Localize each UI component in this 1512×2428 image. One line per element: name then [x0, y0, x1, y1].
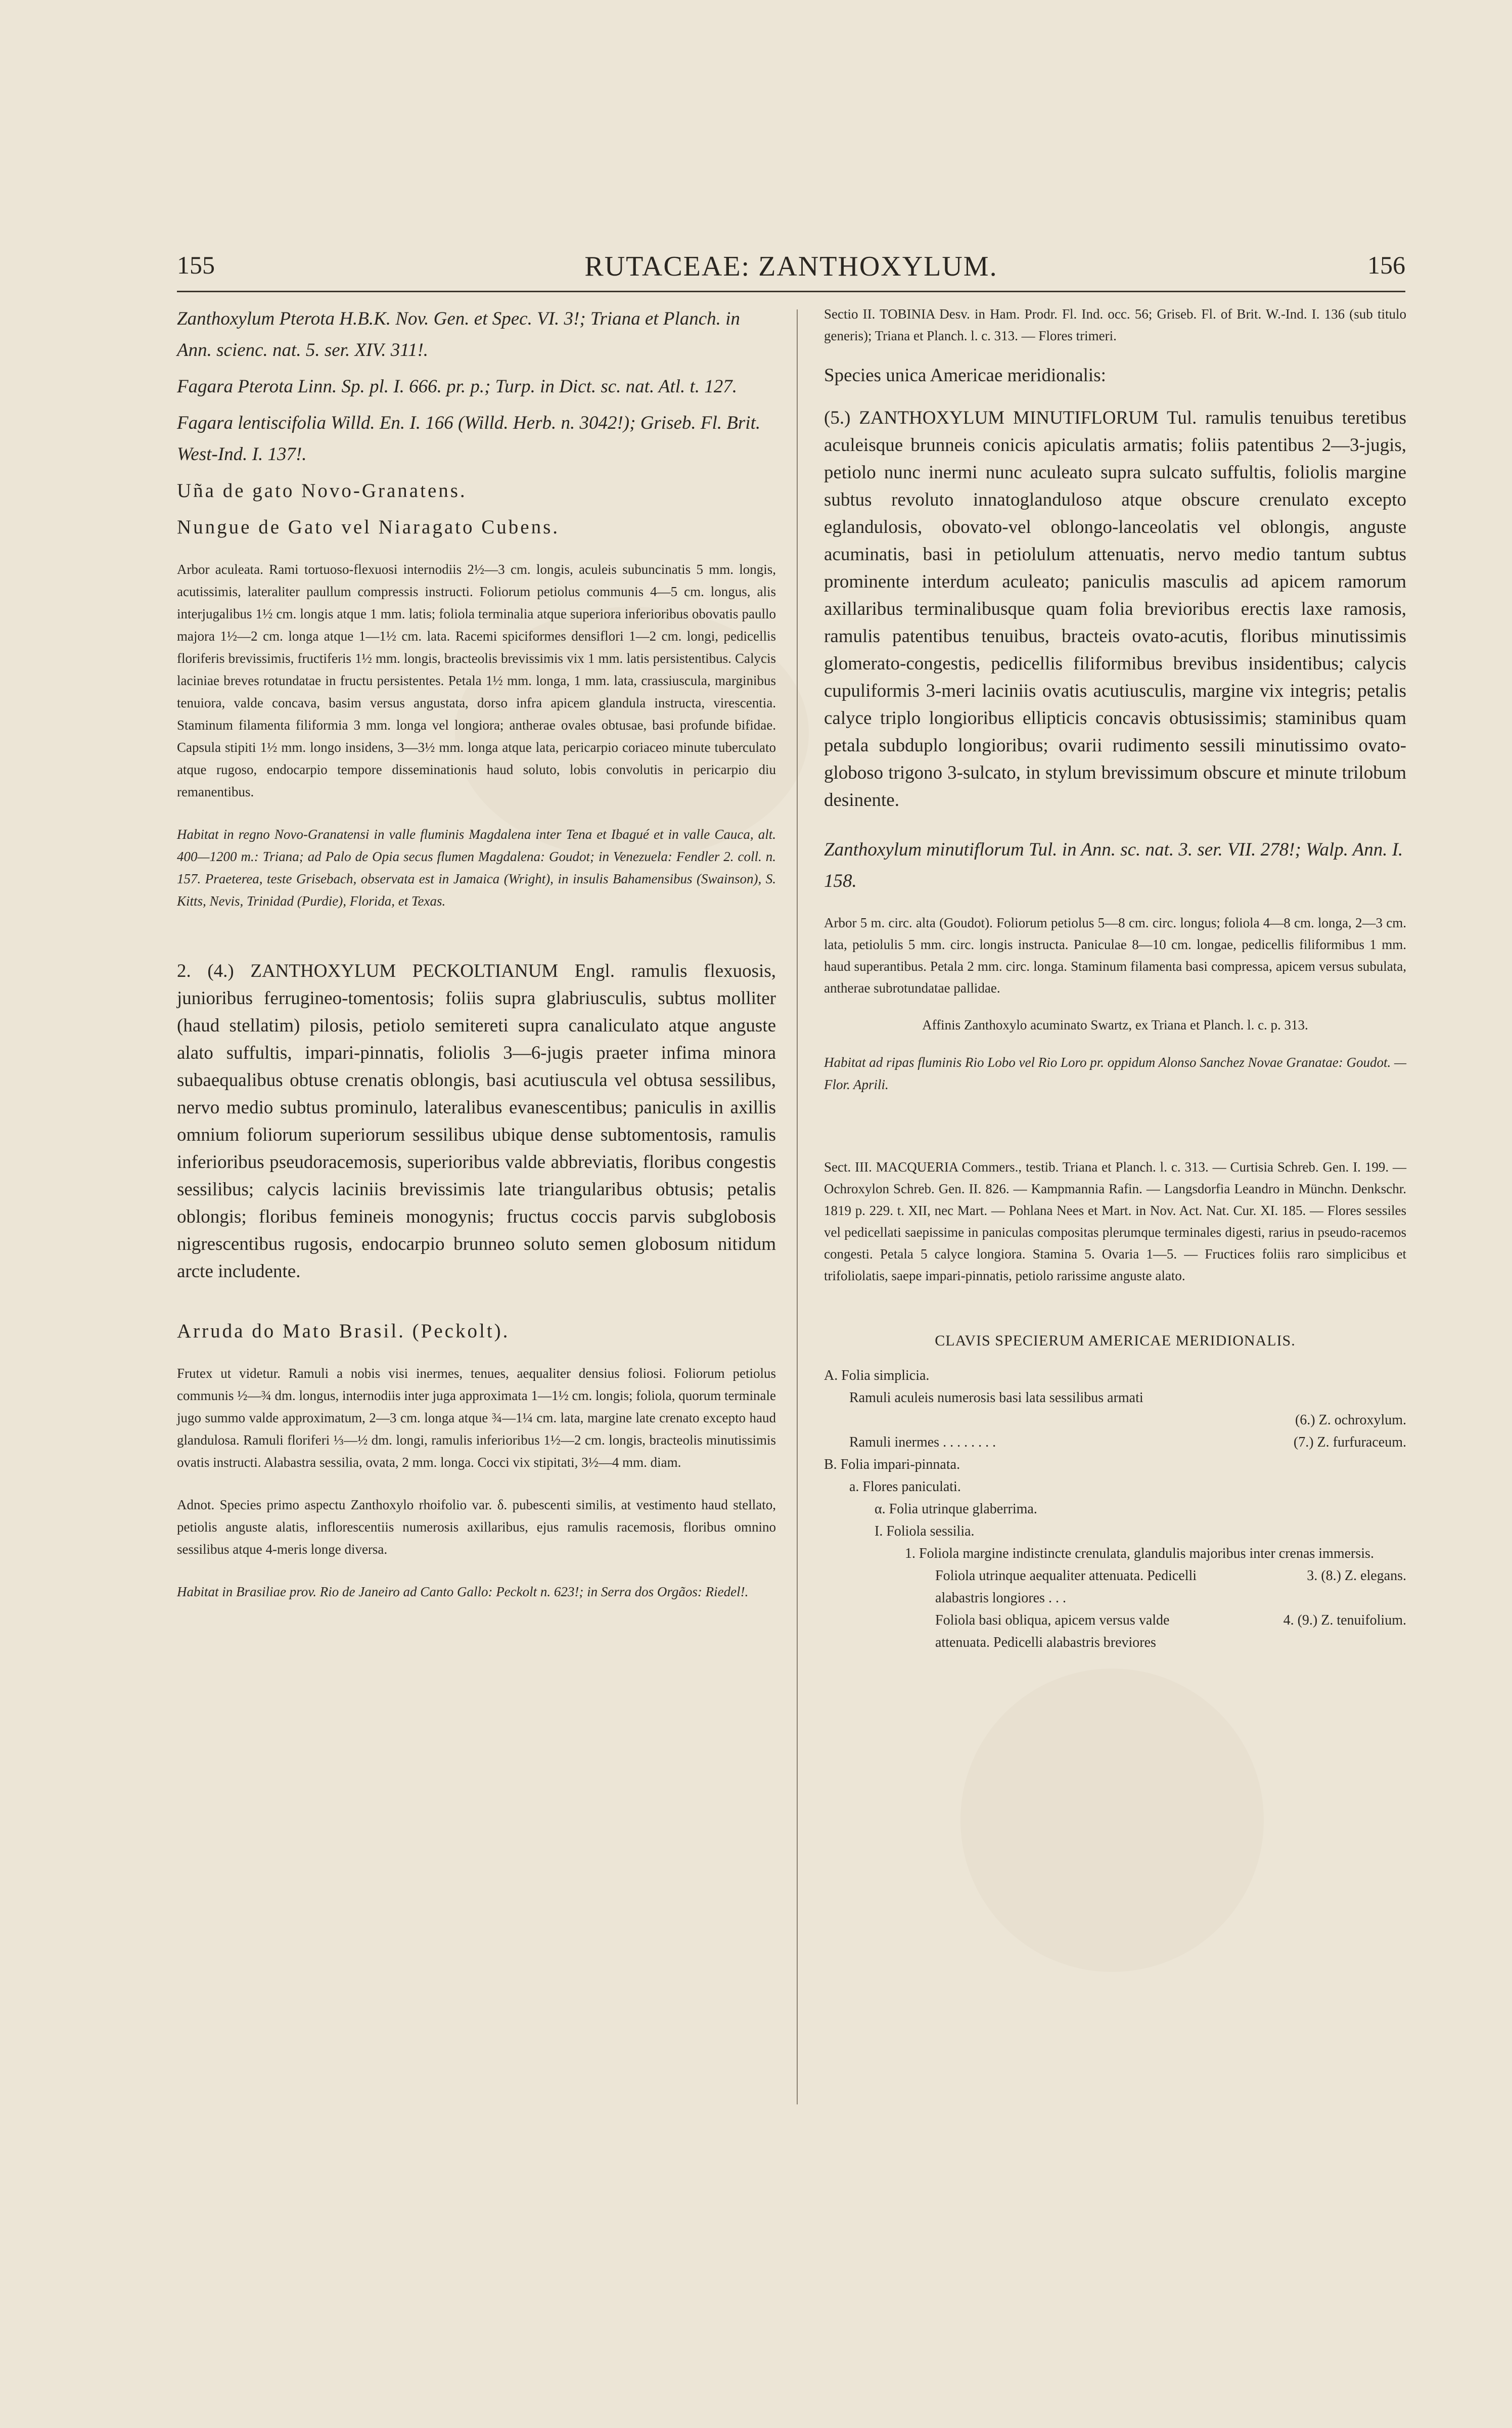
affinity-note: Affinis Zanthoxylo acuminato Swartz, ex Triana et Planch. l. c. p. 313.	[922, 1017, 1308, 1032]
column-divider	[797, 309, 798, 2104]
description: Frutex ut videtur. Ramuli a nobis visi inermes, tenues, aequaliter densius foliosi. Foliorum petiolus communis ½—¾ dm. longus, internodiis inter juga approximata 1—1½ cm. longis; foliola, quorum terminale jugo summo valde approximatum, 2—3 cm. longa atque ¾—1¼ cm. lata, margine late crenato excepto haud glandulosa. Ramuli floriferi ⅓—½ dm. longi, ramulis inferioribus 1½—2 cm. longis, bracteolis minutissimis ovatis instructi. Alabastra sessilia, ovata, 2 mm. longa. Cocci vix stipitati, 3½—4 mm. diam.	[177, 1366, 776, 1470]
key-lead: a. Flores paniculati.	[849, 1479, 961, 1495]
species-diagnosis: 2. (4.) ZANTHOXYLUM PECKOLTIANUM Engl. ramulis flexuosis, junioribus ferrugineo-tomentosis; foliis supra glabriusculis, subtus molliter (haud stellatim) pilosis, petiolo semitereti supra canaliculato atque anguste alato suffultis, impari-pinnatis, foliolis 3—6-jugis praeter infima minora subaequalibus obtuse crenatis oblongis, basi acutiuscula vel obtusa sessilibus, nervo medio subtus prominulo, lateralibus evanescentibus; paniculis in axillis omnium foliorum superiorum sessilibus ubique dense subtomentosis, ramulis inferioribus pseudoracemosis, superioribus valde abbreviatis, floribus congestis sessilibus; calycis laciniis brevissimis late triangularibus obtusis; petalis oblongis; floribus femineis monogynis; fructus coccis parvis subglobosis nigrescentibus rugosis, endocarpio brunneo soluto semen globosum nitidum arcte includente.	[177, 961, 776, 1282]
key-lead: 1. Foliola margine indistincte crenulata, glandulis majoribus inter crenas immersis.	[905, 1546, 1374, 1561]
key-lead: Ramuli aculeis numerosis basi lata sessilibus armati	[849, 1390, 1143, 1406]
habitat: Habitat ad ripas fluminis Rio Lobo vel Rio Loro pr. oppidum Alonso Sanchez Novae Granatae: Goudot. — Flor. Aprili.	[824, 1055, 1406, 1092]
habitat: Habitat in regno Novo-Granatensi in valle fluminis Magdalena inter Tena et Ibagué et in valle Cauca, alt. 400—1200 m.: Triana; ad Palo de Opia secus flumen Magdalena: Goudot; in Venezuela: Fendler 2. coll. n. 157. Praeterea, teste Grisebach, observata est in Jamaica (Wright), in insulis Bahamensibus (Swainson), S. Kitts, Nevis, Trinidad (Purdie), Florida, et Texas.	[177, 827, 776, 909]
header-rule	[177, 291, 1405, 292]
vernacular-name: Nungue de Gato vel Niaragato Cubens.	[177, 516, 560, 538]
left-column	[177, 303, 776, 1603]
key-result: 4. (9.) Z. tenuifolium.	[1283, 1612, 1406, 1628]
page-number-right: 156	[1367, 251, 1405, 279]
synonym: Fagara Pterota Linn. Sp. pl. I. 666. pr. p.; Turp. in Dict. sc. nat. Atl. t. 127.	[177, 376, 737, 397]
description: Arbor aculeata. Rami tortuoso-flexuosi internodiis 2½—3 cm. longis, aculeis subuncinatis 5 mm. longis, acutissimis, lateraliter paullum compressis instructi. Foliorum petiolus communis 4—5 cm. longus, alis interjugalibus 1½ cm. longis atque 1 mm. latis; foliola terminalia atque superiora inferioribus obovatis paullo majora 1½—2 cm. longa atque 1—1½ cm. lata. Racemi spiciformes densiflori 1—2 cm. longi, pedicellis floriferis brevissimis, fructiferis 1½ mm. longis, bracteolis brevissimis vix 1 mm. latis persistentibus. Calycis laciniae breves rotundatae in fructu persistentes. Petala 1½ mm. longa, 1 mm. lata, crassiuscula, marginibus tenuiora, valde concava, basim versus angustata, dorso infra apicem glandula instructa, virescentia. Staminum filamenta filiformia 3 mm. longa vel longiora; antherae ovales obtusae, basi profunde bifidae. Capsula stipiti 1½ mm. longo insidens, 3—3½ mm. longa atque lata, pericarpio coriaceo minute tuberculato atque rugoso, endocarpio tempore disseminationis haud soluto, lobis convolutis in pericarpio diu remanentibus.	[177, 562, 776, 799]
vernacular-name: Uña de gato Novo-Granatens.	[177, 480, 467, 502]
key-lead: A. Folia simplicia.	[824, 1368, 930, 1383]
running-title: RUTACEAE: ZANTHOXYLUM.	[584, 251, 998, 282]
key-result: 3. (8.) Z. elegans.	[1307, 1568, 1406, 1584]
vernacular-name: Arruda do Mato Brasil. (Peckolt).	[177, 1320, 510, 1342]
key-lead: Ramuli inermes . . . . . . . . (7.) Z. furfuraceum.	[824, 1431, 1406, 1454]
page-number-left: 155	[177, 251, 215, 279]
adnotation: Adnot. Species primo aspectu Zanthoxylo rhoifolio var. δ. pubescenti similis, at vestimento haud stellato, petiolis anguste alatis, inflorescentiis numerosis axillaribus, ejus ramulis racemosis, floribus omnino sessilibus atque 4-meris longe diversa.	[177, 1497, 776, 1557]
description: Arbor 5 m. circ. alta (Goudot). Foliorum petiolus 5—8 cm. circ. longus; foliola 4—8 cm. longa, 2—3 cm. lata, petiolulis 5 mm. circ. longis instructa. Paniculae 8—10 cm. longae, pedicellis filiformibus 1 mm. haud superantibus. Petala 2 mm. circ. longa. Staminum filamenta basi compressa, apicem versus subulata, antherae subrotundatae pallidae.	[824, 915, 1406, 996]
key-lead: Foliola basi obliqua, apicem versus valde attenuata. Pedicelli alabastris breviores 4. (9.) Z. tenuifolium.	[824, 1609, 1406, 1654]
habitat: Habitat in Brasiliae prov. Rio de Janeiro ad Canto Gallo: Peckolt n. 623!; in Serra dos Orgãos: Riedel!.	[177, 1584, 749, 1599]
synonym: Fagara lentiscifolia Willd. En. I. 166 (Willd. Herb. n. 3042!); Griseb. Fl. Brit. West-Ind. I. 137!.	[177, 413, 761, 465]
species-diagnosis: (5.) ZANTHOXYLUM MINUTIFLORUM Tul. ramulis tenuibus teretibus aculeisque brunneis conicis apiculatis armatis; foliis patentibus 2—3-jugis, petiolo nunc inermi nunc aculeato supra sulcato suffultis, foliolis margine subtus revoluto innatoglanduloso atque obscure crenulato excepto eglandulosis, obovato-vel oblongo-lanceolatis vel oblongis, anguste acuminatis, basi in petiolulum attenuatis, nervo medio tantum subtus prominente interdum aculeato; paniculis masculis ad apicem ramorum axillaribus terminalibusque quam folia brevioribus erectis laxe ramosis, ramulis patentibus tenuibus, bracteis ovato-acutis, floribus minutissimis glomerato-congestis, pedicellis filiformibus brevibus insidentibus; calycis cupuliformis 3-meri laciniis ovatis acutiusculis, margine vix integris; petalis calyce triplo longioribus ellipticis concavis obtusissimis; staminibus quam petala subduplo longioribus; ovarii rudimento sessili minutissimo ovato-globoso trigono 3-sulcato, in stylum brevissimum obscure et minute trilobum desinente.	[824, 408, 1406, 811]
key-result: (7.) Z. furfuraceum.	[1293, 1434, 1406, 1450]
key-lead: Foliola utrinque aequaliter attenuata. Pedicelli alabastris longiores . . . 3. (8.) Z. elegans.	[824, 1565, 1406, 1609]
key-lead: α. Folia utrinque glaberrima.	[875, 1501, 1037, 1517]
key-result: (6.) Z. ochroxylum.	[1295, 1412, 1406, 1428]
section-heading: Sect. III. MACQUERIA Commers., testib. Triana et Planch. l. c. 313. — Curtisia Schreb. Gen. I. 199. — Ochroxylon Schreb. Gen. II. 826. — Kampmannia Rafin. — Langsdorfia Leandro in Münchn. Denkschr. 1819 p. 229. t. XII, nec Mart. — Pohlana Nees et Mart. in Nov. Act. Nat. Cur. XI. 185. — Flores sessiles vel pedicellati saepissime in paniculas compositas plerumque terminales digesti, rarius in pseudo-racemos congesti. Petala 5 calyce longiora. Stamina 5. Ovaria 1—5. — Fructices foliis raro simplicibus et trifoliolatis, saepe impari-pinnatis, petiolo rarissime anguste alato.	[824, 1159, 1406, 1283]
key-lead: B. Folia impari-pinnata.	[824, 1457, 960, 1472]
species-note: Species unica Americae meridionalis:	[824, 365, 1106, 386]
synonym: Zanthoxylum Pterota H.B.K. Nov. Gen. et Spec. VI. 3!; Triana et Planch. in Ann. scienc. nat. 5. ser. XIV. 311!.	[177, 308, 740, 361]
key-lead: I. Foliola sessilia.	[875, 1523, 975, 1539]
species-key	[824, 1365, 1406, 1654]
key-title: CLAVIS SPECIERUM AMERICAE MERIDIONALIS.	[935, 1332, 1296, 1349]
synonym: Zanthoxylum minutiflorum Tul. in Ann. sc. nat. 3. ser. VII. 278!; Walp. Ann. I. 158.	[824, 839, 1403, 891]
right-column	[824, 303, 1406, 1654]
page-header	[177, 250, 1405, 281]
paper-stain	[960, 1669, 1264, 1972]
section-heading: Sectio II. TOBINIA Desv. in Ham. Prodr. Fl. Ind. occ. 56; Griseb. Fl. of Brit. W.-Ind. I. 136 (sub titulo generis); Triana et Planch. l. c. 313. — Flores trimeri.	[824, 306, 1406, 343]
